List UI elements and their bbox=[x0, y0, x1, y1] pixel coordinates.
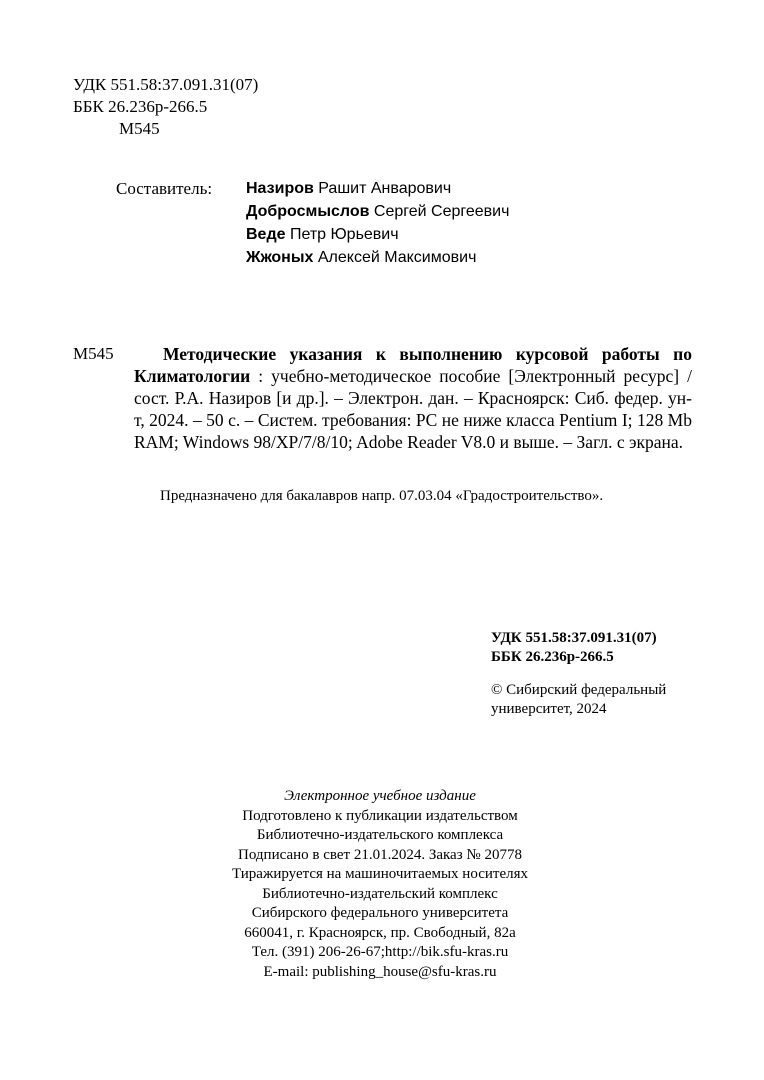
bbk-code-header: ББК 26.236р-266.5 bbox=[73, 97, 208, 116]
udk-code-bold: УДК 551.58:37.091.31(07) bbox=[491, 630, 657, 646]
imprint-phone-url: Тел. (391) 206-26-67;http://bik.sfu-kras.ru bbox=[251, 944, 509, 960]
imprint-block bbox=[200, 787, 560, 982]
imprint-line: 660041, г. Красноярск, пр. Свободный, 82а bbox=[244, 924, 516, 941]
imprint-line: Подготовлено к публикации издательством bbox=[242, 807, 518, 824]
book-title: Методические указания к выполнению курсовой работы по Климатологии bbox=[134, 344, 692, 386]
author-mark-header: М545 bbox=[119, 119, 160, 138]
imprint-email: E-mail: publishing_house@sfu-kras.ru bbox=[263, 963, 497, 980]
imprint-line: Тиражируется на машиночитаемых носителях bbox=[231, 866, 528, 882]
compiler-name: Назиров Рашит Анварович bbox=[246, 180, 452, 197]
purpose-note: Предназначено для бакалавров напр. 07.03.04 «Градостроительство». bbox=[160, 488, 604, 504]
compilers-label: Составитель: bbox=[116, 179, 213, 198]
imprint-line: Сибирского федерального университета bbox=[251, 905, 509, 921]
udk-code-header: УДК 551.58:37.091.31(07) bbox=[73, 75, 259, 94]
book-description: : учебно-методическое пособие [Электронный ресурс] / сост. Р.А. Назиров [и др.]. – Электрон. дан. – Красноярск: Сиб. федер. ун-т, 2024. – 50 с. – Систем. требования: PC не ниже класса Pentium I; 128 Mb RAM; Windows 98/XP/7/8/10; Adobe Reader V8.0 и выше. – Загл. с экрана. bbox=[134, 366, 692, 452]
edition-type: Электронное учебное издание bbox=[284, 788, 476, 804]
compiler-name: Жжоных Алексей Максимович bbox=[246, 249, 477, 266]
compiler-name: Веде Петр Юрьевич bbox=[246, 226, 399, 243]
annotation-code: М545 bbox=[73, 344, 114, 363]
imprint-line: Библиотечно-издательский комплекс bbox=[262, 885, 498, 902]
imprint-line: Подписано в свет 21.01.2024. Заказ № 20778 bbox=[238, 846, 522, 863]
copyright-line: © Сибирский федеральный bbox=[491, 682, 667, 698]
bbk-code-bold: ББК 26.236р-266.5 bbox=[491, 649, 614, 665]
imprint-line: Библиотечно-издательского комплекса bbox=[256, 827, 504, 843]
annotation-text bbox=[134, 343, 692, 453]
copyright-line: университет, 2024 bbox=[491, 701, 607, 717]
compiler-name: Добросмыслов Сергей Сергеевич bbox=[246, 203, 510, 220]
